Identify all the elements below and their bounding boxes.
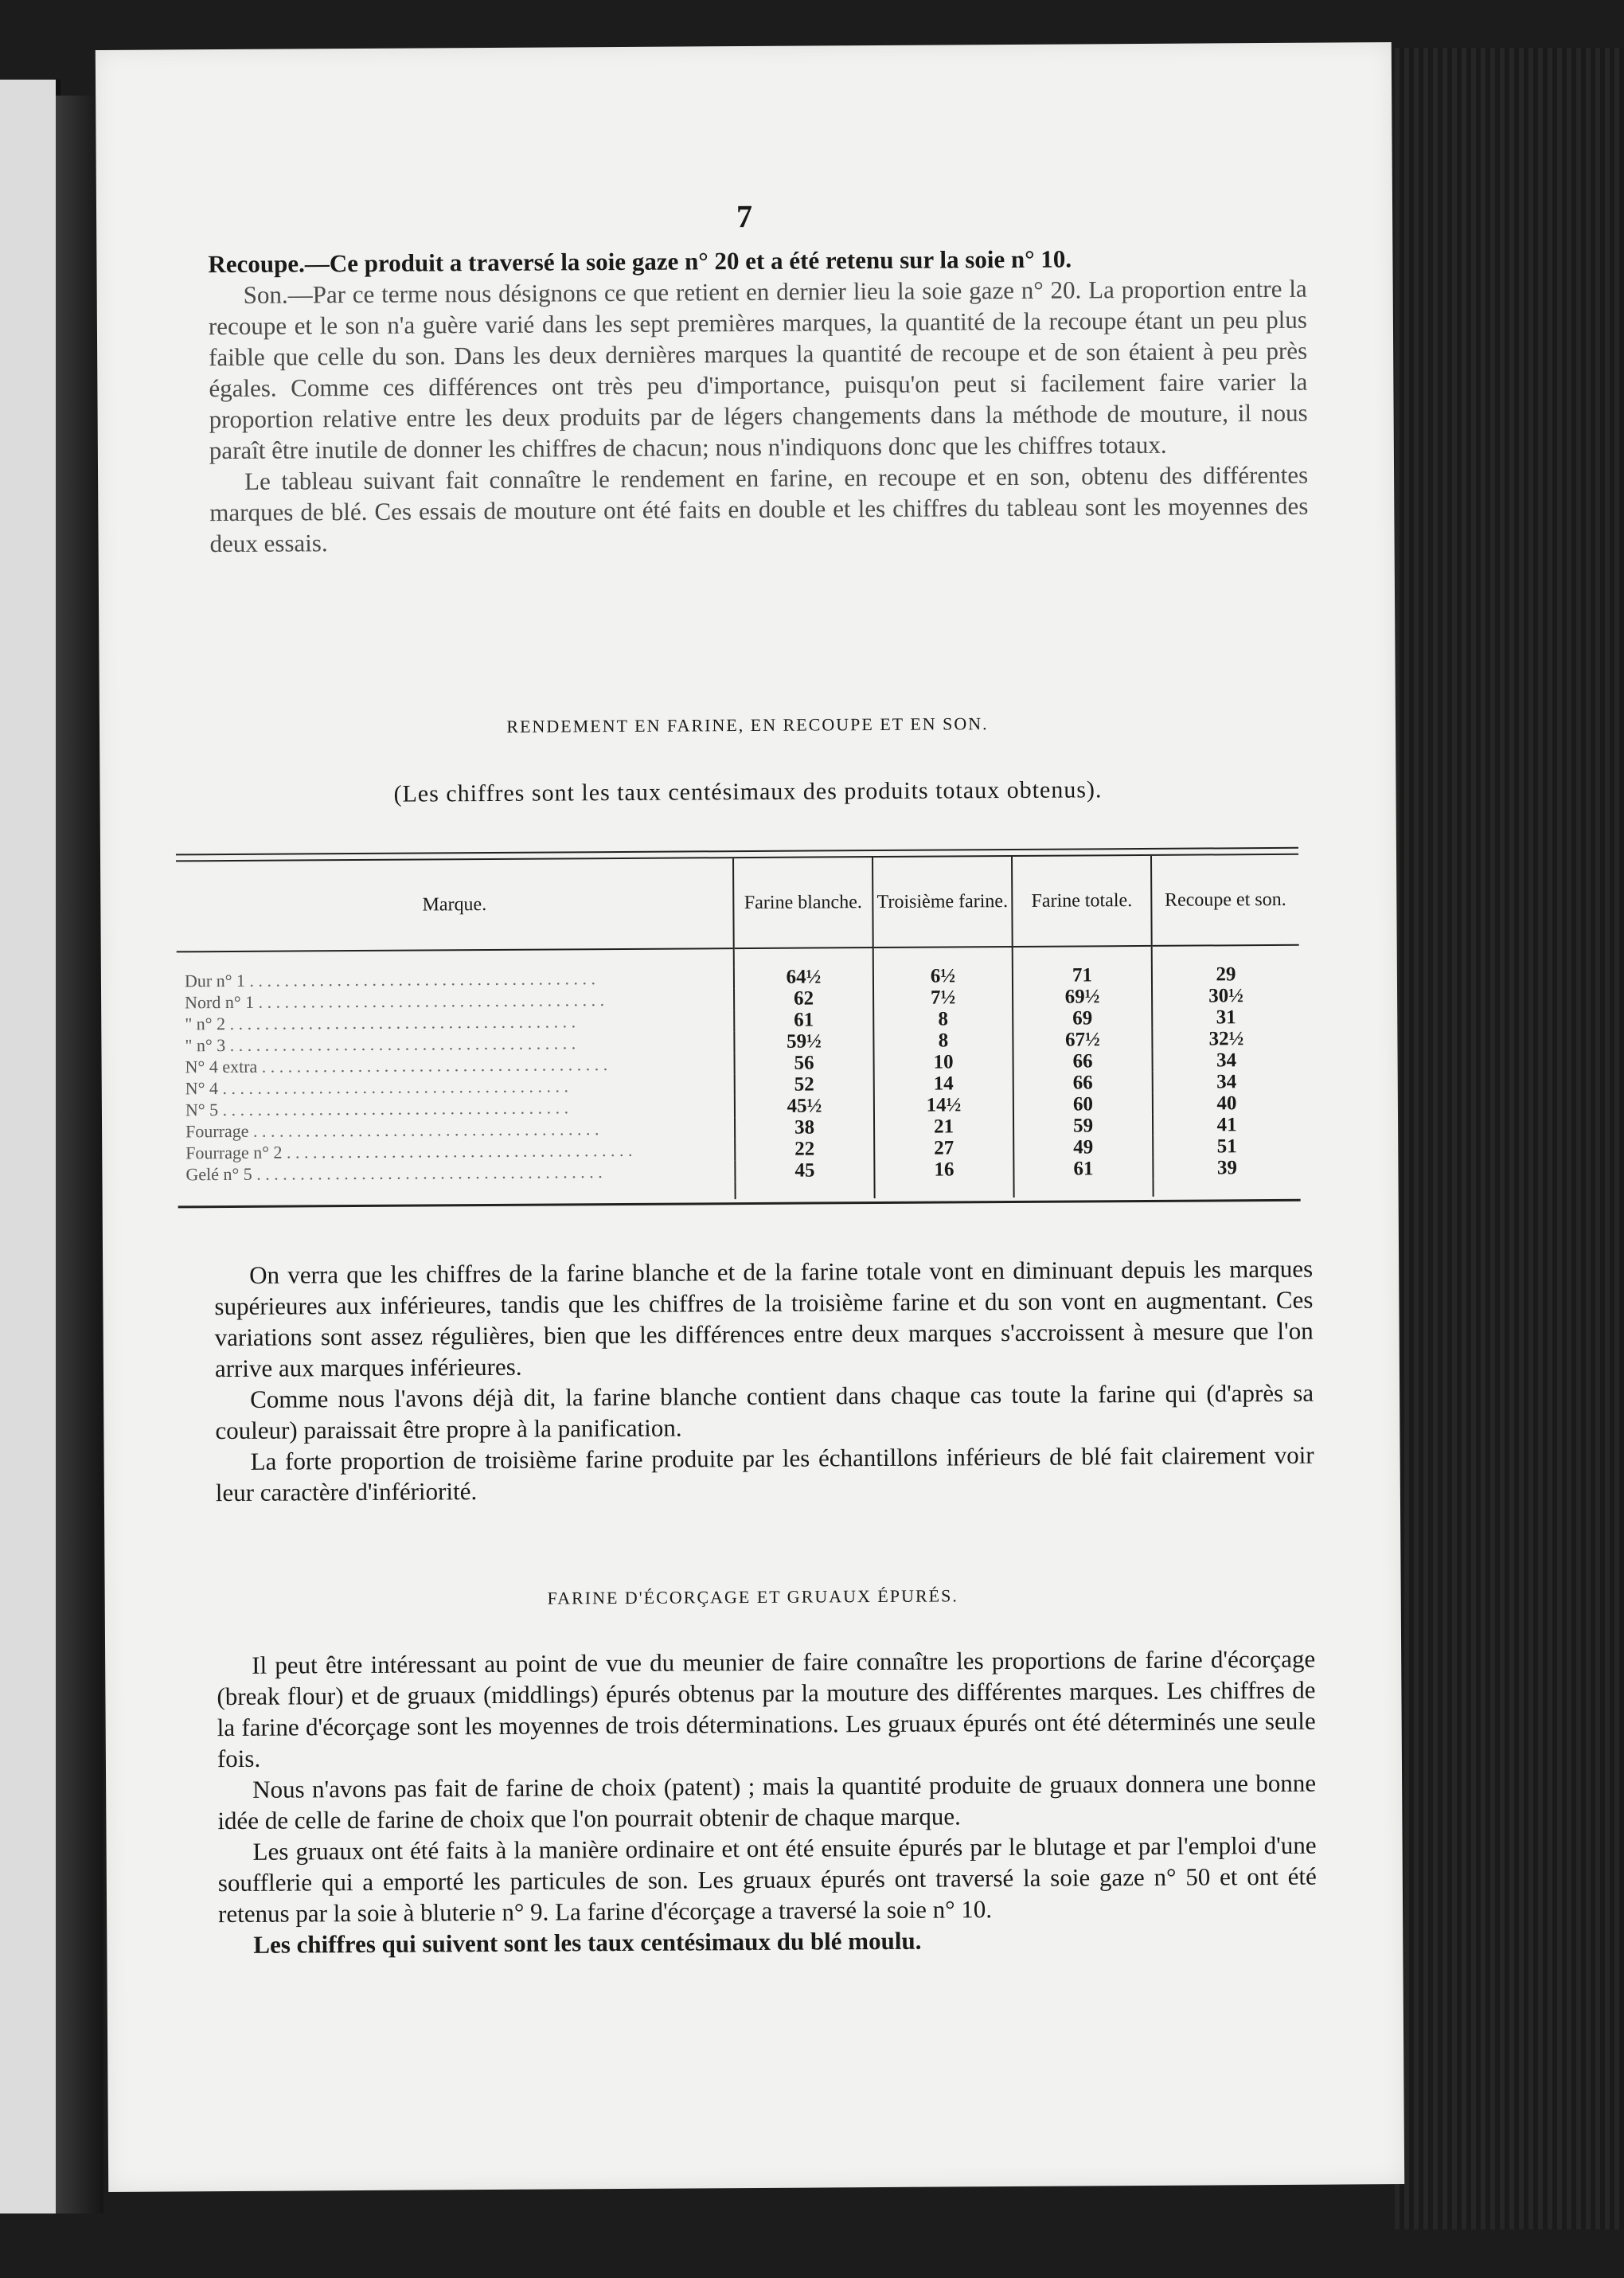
cell-farine-blanche: 22 xyxy=(735,1138,874,1160)
table-header-row xyxy=(176,855,1299,952)
section2-paragraph-3: Les gruaux ont été faits à la manière ordinaire et ont été ensuite épurés par le blutage et par l'emploi d'une soufflerie qui a emporté les particules de son. Les gruaux épurés ont traversé la soie gaze n° 50 et ont été retenus par la soie à bluterie n° 9. La farine d'écorçage a traversé la soie n° 10. xyxy=(217,1831,1317,1928)
cell-farine-blanche: 59½ xyxy=(734,1030,873,1053)
cell-farine-blanche: 56 xyxy=(735,1052,874,1074)
intro-text xyxy=(208,242,1308,559)
cell-recoupe-son: 32½ xyxy=(1152,1028,1299,1050)
cell-farine-blanche: 52 xyxy=(735,1073,874,1096)
cell-recoupe-son: 40 xyxy=(1153,1092,1300,1115)
cell-farine-blanche: 45 xyxy=(735,1159,874,1182)
cell-troisieme-farine: 8 xyxy=(873,1030,1013,1052)
son-definition: Son.—Par ce terme nous désignons ce que retient en dernier lieu la soie gaze n° 20. La proportion entre la recoupe et le son n'a guère varié dans les sept premières marques, la quantité de la recoupe étant un peu plus faible que celle du son. Dans les deux dernières marques la quantité de recoupe et de son étaient à peu près égales. Comme ces différences ont très peu d'importance, puisqu'on peut si facilement faire varier la proportion relative entre les deux produits par de légers changements dans la méthode de mouture, il nous paraît être inutile de donner les chiffres de chacun; nous n'indiquons donc que les chiffres totaux. xyxy=(208,274,1308,465)
cell-farine-totale: 49 xyxy=(1013,1136,1153,1159)
cell-farine-totale: 66 xyxy=(1013,1050,1152,1073)
analysis-paragraph-1: On verra que les chiffres de la farine blanche et de la farine totale vont en diminuant depuis les marques supérieures aux inférieures, tandis que les chiffres de la troisième farine et du son vont en augmentant. Ces variations sont assez régulières, bien que les différences entre deux marques s'accroissent à mesure que l'on arrive aux marques inférieures. xyxy=(214,1254,1314,1383)
table-body xyxy=(177,945,1301,1203)
cell-troisieme-farine: 6½ xyxy=(873,965,1013,987)
analysis-paragraph-2: Comme nous l'avons déjà dit, la farine blanche contient dans chaque cas toute la farine qui (d'après sa couleur) paraissait être propre à la panification. xyxy=(215,1378,1314,1445)
header-troisieme-farine: Troisième farine. xyxy=(873,857,1013,948)
header-farine-blanche: Farine blanche. xyxy=(733,858,873,948)
cell-marque: N° 4 extra . . . xyxy=(178,1053,735,1077)
cell-marque: Fourrage . . . xyxy=(178,1117,735,1142)
section2-paragraph-4: Les chiffres qui suivent sont les taux centésimaux du blé moulu. xyxy=(253,1926,922,1959)
page-number: 7 xyxy=(736,197,753,235)
header-farine-totale: Farine totale. xyxy=(1012,856,1152,947)
yield-table xyxy=(176,855,1301,1203)
header-marque: Marque. xyxy=(176,858,734,951)
table-title: RENDEMENT EN FARINE, EN RECOUPE ET EN SON. xyxy=(506,713,989,737)
cell-recoupe-son: 41 xyxy=(1153,1114,1300,1136)
cell-farine-totale: 67½ xyxy=(1013,1029,1152,1051)
section2-text xyxy=(217,1643,1317,1960)
cell-recoupe-son: 51 xyxy=(1153,1135,1300,1158)
cell-recoupe-son: 30½ xyxy=(1152,985,1299,1007)
cell-troisieme-farine: 7½ xyxy=(873,987,1013,1009)
recoupe-definition: Recoupe.—Ce produit a traversé la soie gaze n° 20 et a été retenu sur la soie n° 10. xyxy=(208,244,1072,279)
cell-marque: Gelé n° 5 . . . xyxy=(178,1160,735,1185)
cell-recoupe-son: 39 xyxy=(1153,1157,1300,1179)
section2-paragraph-2: Nous n'avons pas fait de farine de choix (patent) ; mais la quantité produite de gruaux donnera une bonne idée de celle de farine de choix que l'on pourrait obtenir de chaque marque. xyxy=(217,1768,1317,1835)
cell-farine-blanche: 61 xyxy=(734,1009,873,1031)
section2-title: FARINE D'ÉCORÇAGE ET GRUAUX ÉPURÉS. xyxy=(547,1585,958,1608)
header-recoupe-son: Recoupe et son. xyxy=(1151,855,1299,946)
cell-marque: Dur n° 1 . . . xyxy=(177,967,734,991)
cell-marque: N° 5 . . . xyxy=(178,1096,735,1120)
cell-troisieme-farine: 10 xyxy=(874,1051,1013,1073)
cell-marque: " n° 3 . . . xyxy=(177,1031,734,1056)
cell-marque: Fourrage n° 2 . . . xyxy=(178,1139,735,1163)
cell-troisieme-farine: 14 xyxy=(874,1073,1013,1095)
cell-farine-blanche: 64½ xyxy=(734,966,873,988)
book-gutter xyxy=(56,96,103,2214)
left-page-edge xyxy=(0,80,61,2214)
cell-marque: Nord n° 1 . . . xyxy=(177,988,734,1013)
book-page-edges xyxy=(1395,48,1624,2229)
cell-troisieme-farine: 27 xyxy=(874,1137,1013,1159)
cell-marque: N° 4 . . . xyxy=(178,1074,735,1099)
cell-farine-totale: 59 xyxy=(1013,1115,1153,1137)
cell-marque: " n° 2 . . . xyxy=(177,1010,734,1034)
table-introduction: Le tableau suivant fait connaître le rendement en farine, en recoupe et en son, obtenu des différentes marques de blé. Ces essais de mouture ont été faits en double et les chiffres du tableau sont les moyennes des deux essais. xyxy=(209,460,1309,558)
yield-table-container xyxy=(176,847,1301,1209)
after-table-text xyxy=(214,1253,1314,1508)
cell-recoupe-son: 34 xyxy=(1153,1071,1300,1093)
cell-recoupe-son: 34 xyxy=(1152,1049,1299,1072)
cell-farine-blanche: 62 xyxy=(734,987,873,1010)
cell-farine-totale: 69 xyxy=(1013,1007,1152,1030)
table-subtitle: (Les chiffres sont les taux centésimaux des produits totaux obtenus). xyxy=(393,776,1103,807)
cell-farine-totale: 69½ xyxy=(1013,986,1152,1008)
cell-troisieme-farine: 21 xyxy=(874,1116,1013,1138)
cell-farine-blanche: 45½ xyxy=(735,1095,874,1117)
cell-recoupe-son: 31 xyxy=(1152,1006,1299,1029)
cell-recoupe-son: 29 xyxy=(1152,963,1299,986)
cell-farine-totale: 66 xyxy=(1013,1072,1153,1094)
cell-troisieme-farine: 16 xyxy=(874,1159,1013,1181)
cell-farine-blanche: 38 xyxy=(735,1116,874,1139)
cell-farine-totale: 71 xyxy=(1013,964,1152,987)
section2-paragraph-1: Il peut être intéressant au point de vue du meunier de faire connaître les proportions de farine d'écorçage (break flour) et de gruaux (middlings) épurés obtenus par la mouture des différentes marques. Les chiffres de la farine d'écorçage sont les moyennes de trois déterminations. Les gruaux épurés ont été déterminés une seule fois. xyxy=(217,1644,1316,1773)
analysis-paragraph-3: La forte proportion de troisième farine produite par les échantillons inférieurs de blé fait clairement voir leur caractère d'infériorité. xyxy=(215,1440,1314,1507)
cell-farine-totale: 60 xyxy=(1013,1093,1153,1116)
cell-farine-totale: 61 xyxy=(1013,1158,1153,1180)
document-page xyxy=(96,42,1404,2192)
cell-troisieme-farine: 14½ xyxy=(874,1094,1013,1116)
cell-troisieme-farine: 8 xyxy=(873,1008,1013,1030)
